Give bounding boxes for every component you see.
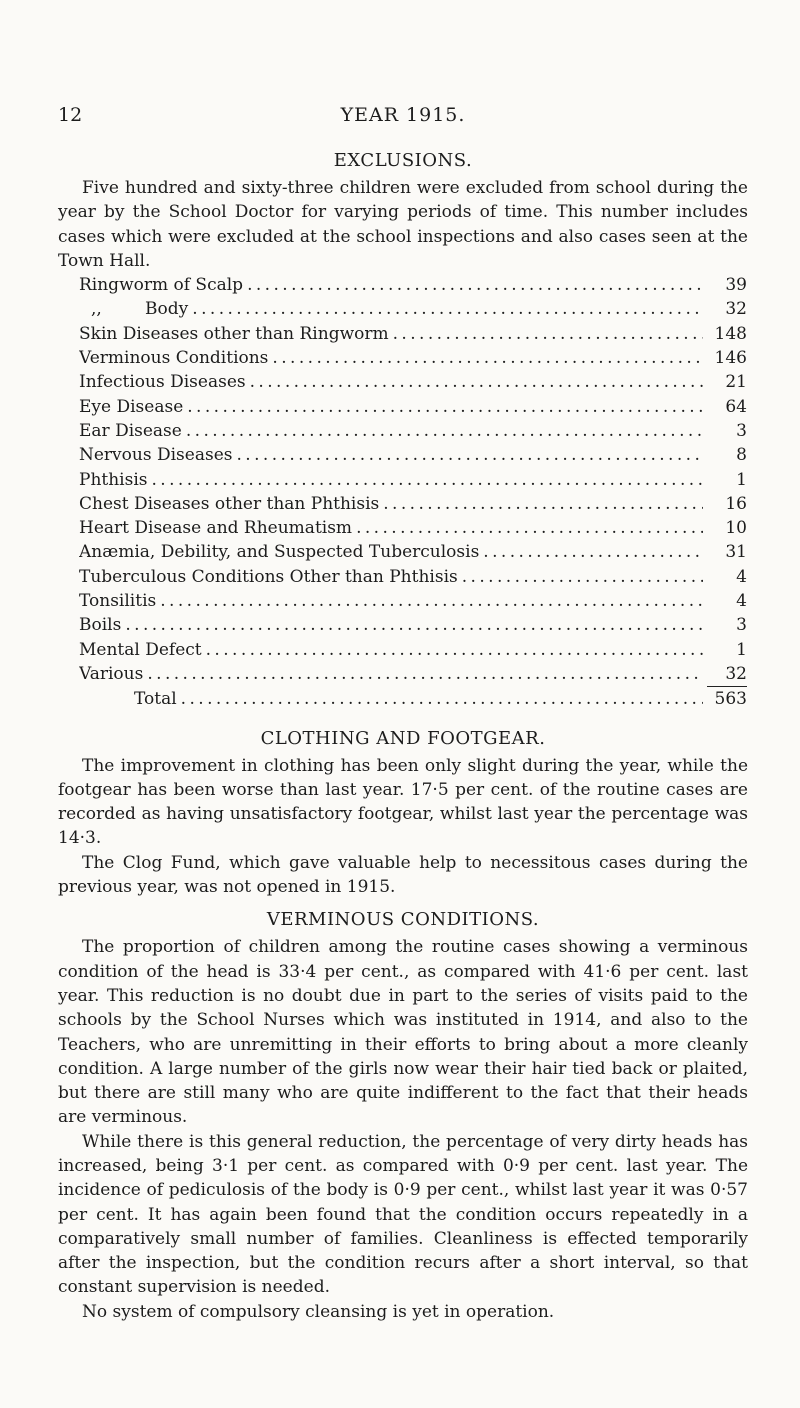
verminous-paragraph-3: No system of compulsory cleansing is yet in operation.: [82, 1301, 555, 1322]
row-value: 3: [736, 615, 747, 636]
row-label: Skin Diseases other than Ringworm: [79, 323, 389, 344]
leader-dots: [125, 613, 703, 637]
leader-dots: [247, 273, 703, 297]
row-value: 16: [725, 493, 747, 514]
table-row: [79, 395, 747, 419]
row-value: 31: [725, 542, 747, 563]
total-value: 563: [714, 689, 747, 710]
row-label: ,, Body: [91, 299, 189, 320]
row-label: Anæmia, Debility, and Suspected Tuberculosis: [79, 542, 480, 563]
leader-dots: [186, 419, 703, 443]
row-label: Phthisis: [79, 469, 148, 490]
table-row: [79, 540, 747, 564]
exclusions-intro: Five hundred and sixty-three children were excluded from school during the year by the School Doctor for varying periods of time. This number includes cases which were excluded at the school inspections and also cases seen at the Town Hall.: [58, 178, 748, 271]
table-row: [79, 273, 747, 297]
row-value: 64: [725, 396, 747, 417]
leader-dots: [236, 443, 703, 467]
table-row: [79, 662, 747, 687]
row-value: 39: [725, 275, 747, 296]
leader-dots: [356, 516, 703, 540]
table-row: [79, 492, 747, 516]
leader-dots: [187, 395, 703, 419]
table-row: [79, 322, 747, 346]
row-value: 10: [725, 518, 747, 539]
table-row: [79, 589, 747, 613]
page-content: [58, 146, 748, 1324]
row-label: Chest Diseases other than Phthisis: [79, 493, 380, 514]
leader-dots: [160, 589, 703, 613]
clothing-paragraph-2: The Clog Fund, which gave valuable help to necessitous cases during the previous year, was not opened in 1915.: [58, 852, 748, 898]
row-value: 8: [736, 445, 747, 466]
table-row: [79, 443, 747, 467]
row-value: 146: [714, 348, 747, 369]
table-row: [79, 613, 747, 637]
table-row: [79, 370, 747, 394]
table-row: [79, 346, 747, 370]
leader-dots: [152, 468, 704, 492]
exclusions-heading: EXCLUSIONS.: [333, 150, 473, 171]
row-label: Nervous Diseases: [79, 445, 233, 466]
leader-dots: [462, 565, 703, 589]
row-value: 1: [736, 469, 747, 490]
table-row: [79, 468, 747, 492]
leader-dots: [272, 346, 703, 370]
row-label: Tonsilitis: [79, 591, 157, 612]
row-label: Various: [79, 663, 144, 684]
row-label: Verminous Conditions: [79, 348, 269, 369]
leader-dots: [393, 322, 703, 346]
exclusions-table: [79, 273, 747, 711]
running-title: YEAR 1915.: [340, 104, 466, 126]
leader-dots: [181, 687, 703, 711]
row-label: Eye Disease: [79, 396, 184, 417]
total-label: Total: [134, 689, 177, 710]
leader-dots: [192, 297, 703, 321]
row-label: Heart Disease and Rheumatism: [79, 518, 353, 539]
leader-dots: [250, 370, 703, 394]
table-row: [79, 638, 747, 662]
verminous-heading: VERMINOUS CONDITIONS.: [266, 909, 540, 931]
row-label: Tuberculous Conditions Other than Phthisis: [79, 566, 458, 587]
row-label: Boils: [79, 615, 122, 636]
row-label: Infectious Diseases: [79, 372, 246, 393]
row-value: 32: [707, 662, 747, 687]
row-value: 3: [736, 420, 747, 441]
row-value: 21: [725, 372, 747, 393]
page-header: [58, 104, 748, 134]
leader-dots: [483, 540, 703, 564]
row-label: Mental Defect: [79, 639, 202, 660]
clothing-paragraph-1: The improvement in clothing has been only slight during the year, while the footgear has been worse than last year. 17·5 per cent. of the routine cases are recorded as having unsatisfactory footgear, whilst last year the percentage was 14·3.: [58, 755, 748, 849]
page-number: 12: [58, 104, 83, 126]
row-label: Ear Disease: [79, 420, 182, 441]
verminous-paragraph-2: While there is this general reduction, the percentage of very dirty heads has increased, being 3·1 per cent. as compared with 0·9 per cent. last year. The incidence of pediculosis of the body is 0·9 per cent., whilst last year it was 0·57 per cent. It has again been found that the condition occurs repeatedly in a comparatively small number of families. Cleanliness is effected temporarily after the inspection, but the condition recurs after a short interval, so that constant supervision is needed.: [58, 1131, 748, 1298]
row-value: 1: [736, 639, 747, 660]
table-row: [79, 565, 747, 589]
table-row: [79, 419, 747, 443]
row-value: 4: [736, 591, 747, 612]
total-row: [79, 687, 747, 711]
verminous-paragraph-1: The proportion of children among the routine cases showing a verminous condition of the head is 33·4 per cent., as compared with 41·6 per cent. last year. This reduction is no doubt due in part to the series of visits paid to the schools by the School Nurses which was instituted in 1914, and also to the Teachers, who are unremitting in their efforts to bring about a more cleanly condition. A large number of the girls now wear their hair tied back or plaited, but there are still many who are quite indifferent to the fact that their heads are verminous.: [58, 937, 748, 1128]
leader-dots: [383, 492, 703, 516]
clothing-heading: CLOTHING AND FOOTGEAR.: [260, 727, 546, 749]
row-value: 148: [714, 323, 747, 344]
leader-dots: [147, 662, 703, 687]
row-value: 4: [736, 566, 747, 587]
row-value: 32: [725, 299, 747, 320]
leader-dots: [206, 638, 703, 662]
table-row: [79, 297, 747, 321]
table-row: [79, 516, 747, 540]
row-label: Ringworm of Scalp: [79, 275, 244, 296]
